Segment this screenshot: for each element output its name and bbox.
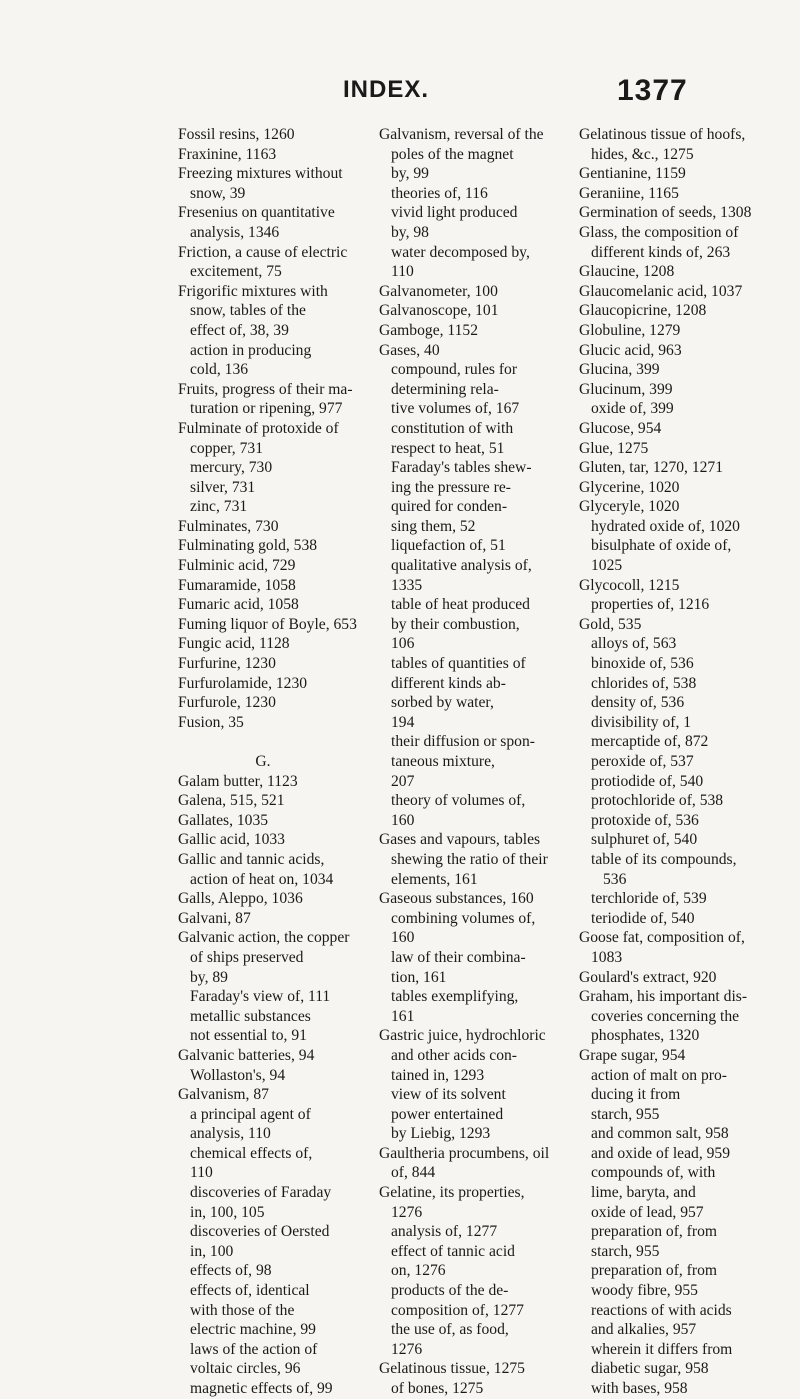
index-subentry: tion, 161 xyxy=(391,968,447,986)
index-entry: Galvanism, 87 xyxy=(178,1086,269,1104)
index-subentry: 160 xyxy=(391,811,415,829)
index-subentry: Faraday's tables shew- xyxy=(391,459,532,477)
index-subentry: silver, 731 xyxy=(190,478,256,496)
index-entry: Glaucine, 1208 xyxy=(579,263,675,281)
index-entry: Glaucomelanic acid, 1037 xyxy=(579,282,743,300)
index-subentry: water decomposed by, xyxy=(391,243,530,261)
index-subentry: divisibility of, 1 xyxy=(591,713,692,731)
index-subentry: in, 100, 105 xyxy=(190,1203,265,1221)
index-entry: Fusion, 35 xyxy=(178,713,244,731)
index-subentry: composition of, 1277 xyxy=(391,1301,524,1319)
index-subentry: hides, &c., 1275 xyxy=(591,145,694,163)
index-entry: Freezing mixtures without xyxy=(178,165,343,183)
index-subentry: effects of, identical xyxy=(190,1282,310,1300)
index-subentry: and common salt, 958 xyxy=(591,1125,729,1143)
index-subentry: elements, 161 xyxy=(391,870,478,888)
index-subentry: 1276 xyxy=(391,1203,423,1221)
index-entry: Furfurole, 1230 xyxy=(178,694,276,712)
index-subentry: density of, 536 xyxy=(591,694,685,712)
index-subentry: excitement, 75 xyxy=(190,263,282,281)
index-entry: Glucina, 399 xyxy=(579,361,660,379)
index-subentry: protiodide of, 540 xyxy=(591,772,704,790)
index-subentry: action in producing xyxy=(190,341,312,359)
index-subentry: analysis of, 1277 xyxy=(391,1223,498,1241)
index-subentry: and oxide of lead, 959 xyxy=(591,1144,731,1162)
index-subentry: sing them, 52 xyxy=(391,517,476,535)
index-subentry: 110 xyxy=(190,1164,213,1182)
index-subentry: qualitative analysis of, xyxy=(391,557,532,575)
index-subentry: reactions of with acids xyxy=(591,1301,732,1319)
index-subentry: action of malt on pro- xyxy=(591,1066,727,1084)
index-subentry: sorbed by water, xyxy=(391,694,494,712)
index-entry: Goulard's extract, 920 xyxy=(579,968,717,986)
index-subentry: different kinds of, 263 xyxy=(591,243,731,261)
index-subentry: woody fibre, 955 xyxy=(591,1282,698,1300)
index-entry: Galvanic action, the copper xyxy=(178,929,350,947)
index-subentry: of ships preserved xyxy=(190,948,304,966)
index-subentry: diabetic sugar, 958 xyxy=(591,1360,709,1378)
index-entry: Gentianine, 1159 xyxy=(579,165,686,183)
index-subentry: bisulphate of oxide of, xyxy=(591,537,732,555)
index-subentry: not essential to, 91 xyxy=(190,1027,307,1045)
index-subentry: shewing the ratio of their xyxy=(391,850,548,868)
index-entry: Furfurine, 1230 xyxy=(178,655,276,673)
index-entry: Fresenius on quantitative xyxy=(178,204,335,222)
index-entry: Gelatinous tissue, 1275 xyxy=(379,1360,525,1378)
index-subentry: effect of, 38, 39 xyxy=(190,321,289,339)
index-entry: Glucose, 954 xyxy=(579,419,662,437)
index-subentry: quired for conden- xyxy=(391,498,508,516)
index-entry: Glyceryle, 1020 xyxy=(579,498,680,516)
index-subentry: cold, 136 xyxy=(190,361,249,379)
index-subentry: table of its compounds, xyxy=(591,850,737,868)
index-subentry: analysis, 110 xyxy=(190,1125,271,1143)
index-subentry: tables of quantities of xyxy=(391,655,526,673)
index-subentry: 160 xyxy=(391,929,415,947)
index-subentry: laws of the action of xyxy=(190,1340,318,1358)
index-subentry: preparation of, from xyxy=(591,1223,717,1241)
index-entry: Gelatinous tissue of hoofs, xyxy=(579,126,746,143)
index-subentry: phosphates, 1320 xyxy=(591,1027,700,1045)
index-subentry: 110 xyxy=(391,263,414,281)
index-subentry: a principal agent of xyxy=(190,1105,311,1123)
index-entry: Germination of seeds, 1308 xyxy=(579,204,752,222)
index-column-3 xyxy=(579,125,752,1399)
index-entry: Gelatine, its properties, xyxy=(379,1184,525,1202)
index-entry: Gaseous substances, 160 xyxy=(379,890,534,908)
index-subentry: mercaptide of, 872 xyxy=(591,733,709,751)
index-entry: Fumaric acid, 1058 xyxy=(178,596,299,614)
index-entry: Fungic acid, 1128 xyxy=(178,635,290,653)
page-title: INDEX. xyxy=(343,76,430,103)
index-subentry: 1335 xyxy=(391,576,423,594)
index-entry: Gluten, tar, 1270, 1271 xyxy=(579,459,724,477)
spacer xyxy=(178,732,348,752)
index-entry: Fraxinine, 1163 xyxy=(178,145,277,163)
index-column-1 xyxy=(178,125,357,1399)
index-entry: Glucic acid, 963 xyxy=(579,341,682,359)
index-subentry: on, 1276 xyxy=(391,1262,446,1280)
index-subentry: peroxide of, 537 xyxy=(591,753,694,770)
index-subentry: Faraday's view of, 111 xyxy=(190,988,331,1006)
section-letter: G. xyxy=(255,753,271,770)
index-entry: Fuming liquor of Boyle, 653 xyxy=(178,615,357,633)
index-subentry: compound, rules for xyxy=(391,361,518,379)
index-subentry: copper, 731 xyxy=(190,439,263,457)
index-subentry: magnetic effects of, 99 xyxy=(190,1380,333,1397)
index-entry: Fulminate of protoxide of xyxy=(178,419,339,437)
index-subentry: coveries concerning the xyxy=(591,1007,740,1025)
index-subentry: preparation of, from xyxy=(591,1262,717,1280)
index-subentry: theory of volumes of, xyxy=(391,792,526,810)
index-entry: Glycerine, 1020 xyxy=(579,478,680,496)
index-entry: Gamboge, 1152 xyxy=(379,321,479,339)
index-entry: Fulminic acid, 729 xyxy=(178,557,296,575)
index-subentry: zinc, 731 xyxy=(190,498,248,516)
index-subentry: by, 89 xyxy=(190,968,228,986)
index-subentry: tained in, 1293 xyxy=(391,1066,485,1084)
index-subentry: vivid light produced xyxy=(391,204,518,222)
index-subentry: their diffusion or spon- xyxy=(391,733,535,751)
index-subentry: liquefaction of, 51 xyxy=(391,537,506,555)
index-entry: Galvanic batteries, 94 xyxy=(178,1046,315,1064)
page-number: 1377 xyxy=(617,74,688,107)
index-subentry: tables exemplifying, xyxy=(391,988,519,1006)
index-subentry: constitution of with xyxy=(391,419,514,437)
index-entry: Galena, 515, 521 xyxy=(178,792,285,810)
index-subentry: power entertained xyxy=(391,1105,504,1123)
index-subentry: alloys of, 563 xyxy=(591,635,677,653)
index-subentry: mercury, 730 xyxy=(190,459,273,477)
index-subentry: 161 xyxy=(391,1007,415,1025)
index-subentry: by Liebig, 1293 xyxy=(391,1125,491,1143)
index-entry: Fruits, progress of their ma- xyxy=(178,380,353,398)
index-entry: Galvanism, reversal of the xyxy=(379,126,544,143)
index-subentry: view of its solvent xyxy=(391,1086,506,1104)
index-subentry: sulphuret of, 540 xyxy=(591,831,698,849)
index-subentry: determining rela- xyxy=(391,380,499,398)
index-subentry: taneous mixture, xyxy=(391,753,495,770)
index-entry: Gases and vapours, tables xyxy=(379,831,541,849)
index-subentry: different kinds ab- xyxy=(391,674,506,692)
index-subentry: discoveries of Oersted xyxy=(190,1223,330,1241)
index-subentry: electric machine, 99 xyxy=(190,1321,316,1339)
index-subentry: Wollaston's, 94 xyxy=(190,1066,286,1084)
index-subentry: protoxide of, 536 xyxy=(591,811,699,829)
index-entry: Gaultheria procumbens, oil xyxy=(379,1144,550,1162)
index-subentry: binoxide of, 536 xyxy=(591,655,694,673)
index-entry: Glucinum, 399 xyxy=(579,380,673,398)
index-subentry: of, 844 xyxy=(391,1164,436,1182)
index-subentry: poles of the magnet xyxy=(391,145,514,163)
index-subentry: hydrated oxide of, 1020 xyxy=(591,517,740,535)
index-entry: Gases, 40 xyxy=(379,341,440,359)
index-subentry: law of their combina- xyxy=(391,948,526,966)
index-subentry: teriodide of, 540 xyxy=(591,909,695,927)
index-subentry: 1025 xyxy=(591,557,623,575)
index-subentry: properties of, 1216 xyxy=(591,596,710,614)
index-subentry: action of heat on, 1034 xyxy=(190,870,334,888)
index-entry: Galvanoscope, 101 xyxy=(379,302,499,320)
index-entry: Galvani, 87 xyxy=(178,909,251,927)
index-subentry: by, 99 xyxy=(391,165,429,183)
index-subentry: respect to heat, 51 xyxy=(391,439,505,457)
index-entry: Graham, his important dis- xyxy=(579,988,748,1006)
index-entry: Fulminates, 730 xyxy=(178,517,279,535)
index-entry: Gallates, 1035 xyxy=(178,811,269,829)
index-entry: Glue, 1275 xyxy=(579,439,649,457)
index-subentry: voltaic circles, 96 xyxy=(190,1360,301,1378)
index-entry: Glass, the composition of xyxy=(579,223,739,241)
index-column-2 xyxy=(379,125,549,1399)
index-subentry: of bones, 1275 xyxy=(391,1380,484,1397)
index-subentry: oxide of lead, 957 xyxy=(591,1203,704,1221)
index-subentry: in, 100 xyxy=(190,1242,234,1260)
index-entry: Gallic and tannic acids, xyxy=(178,850,325,868)
index-subentry: 106 xyxy=(391,635,415,653)
index-subentry: 207 xyxy=(391,772,415,790)
index-subentry: analysis, 1346 xyxy=(190,223,280,241)
index-subentry: starch, 955 xyxy=(591,1105,660,1123)
index-subentry: theories of, 116 xyxy=(391,184,488,202)
index-subentry: chemical effects of, xyxy=(190,1144,313,1162)
index-subentry: 536 xyxy=(603,870,627,888)
index-subentry: metallic substances xyxy=(190,1007,311,1025)
index-entry: Galam butter, 1123 xyxy=(178,772,298,790)
index-entry: Geraniine, 1165 xyxy=(579,184,679,202)
index-subentry: snow, tables of the xyxy=(190,302,306,320)
index-subentry: wherein it differs from xyxy=(591,1340,733,1358)
index-subentry: oxide of, 399 xyxy=(591,400,674,418)
index-subentry: effect of tannic acid xyxy=(391,1242,515,1260)
index-subentry: ing the pressure re- xyxy=(391,478,511,496)
index-subentry: effects of, 98 xyxy=(190,1262,272,1280)
index-subentry: turation or ripening, 977 xyxy=(190,400,343,418)
index-subentry: products of the de- xyxy=(391,1282,509,1300)
index-subentry: 1276 xyxy=(391,1340,423,1358)
page-header xyxy=(0,70,800,114)
index-entry: Gold, 535 xyxy=(579,615,642,633)
index-entry: Friction, a cause of electric xyxy=(178,243,348,261)
index-entry: Frigorific mixtures with xyxy=(178,282,328,300)
index-subentry: by their combustion, xyxy=(391,615,520,633)
index-subentry: the use of, as food, xyxy=(391,1321,509,1339)
index-subentry: discoveries of Faraday xyxy=(190,1184,332,1202)
index-entry: Grape sugar, 954 xyxy=(579,1046,686,1064)
index-entry: Glaucopicrine, 1208 xyxy=(579,302,707,320)
index-subentry: with those of the xyxy=(190,1301,295,1319)
index-subentry: combining volumes of, xyxy=(391,909,536,927)
index-subentry: lime, baryta, and xyxy=(591,1184,696,1202)
index-subentry: starch, 955 xyxy=(591,1242,660,1260)
index-subentry: compounds of, with xyxy=(591,1164,716,1182)
index-subentry: protochloride of, 538 xyxy=(591,792,724,810)
index-entry: Gastric juice, hydrochloric xyxy=(379,1027,546,1045)
index-subentry: table of heat produced xyxy=(391,596,530,614)
index-subentry: ducing it from xyxy=(591,1086,681,1104)
index-subentry: by, 98 xyxy=(391,223,429,241)
index-entry: Fumaramide, 1058 xyxy=(178,576,296,594)
index-entry: Fulminating gold, 538 xyxy=(178,537,318,555)
index-entry: Galls, Aleppo, 1036 xyxy=(178,890,303,908)
index-entry: Glycocoll, 1215 xyxy=(579,576,680,594)
index-entry: Fossil resins, 1260 xyxy=(178,126,295,143)
index-subentry: and alkalies, 957 xyxy=(591,1321,697,1339)
index-subentry: terchloride of, 539 xyxy=(591,890,707,908)
index-entry: Goose fat, composition of, xyxy=(579,929,745,947)
index-subentry: 1083 xyxy=(591,948,623,966)
index-subentry: and other acids con- xyxy=(391,1046,517,1064)
index-entry: Galvanometer, 100 xyxy=(379,282,498,300)
index-entry: Furfurolamide, 1230 xyxy=(178,674,308,692)
index-entry: Gallic acid, 1033 xyxy=(178,831,285,849)
index-subentry: tive volumes of, 167 xyxy=(391,400,520,418)
index-subentry: with bases, 958 xyxy=(591,1380,688,1397)
index-subentry: snow, 39 xyxy=(190,184,246,202)
index-subentry: chlorides of, 538 xyxy=(591,674,697,692)
index-entry: Globuline, 1279 xyxy=(579,321,681,339)
index-subentry: 194 xyxy=(391,713,415,731)
